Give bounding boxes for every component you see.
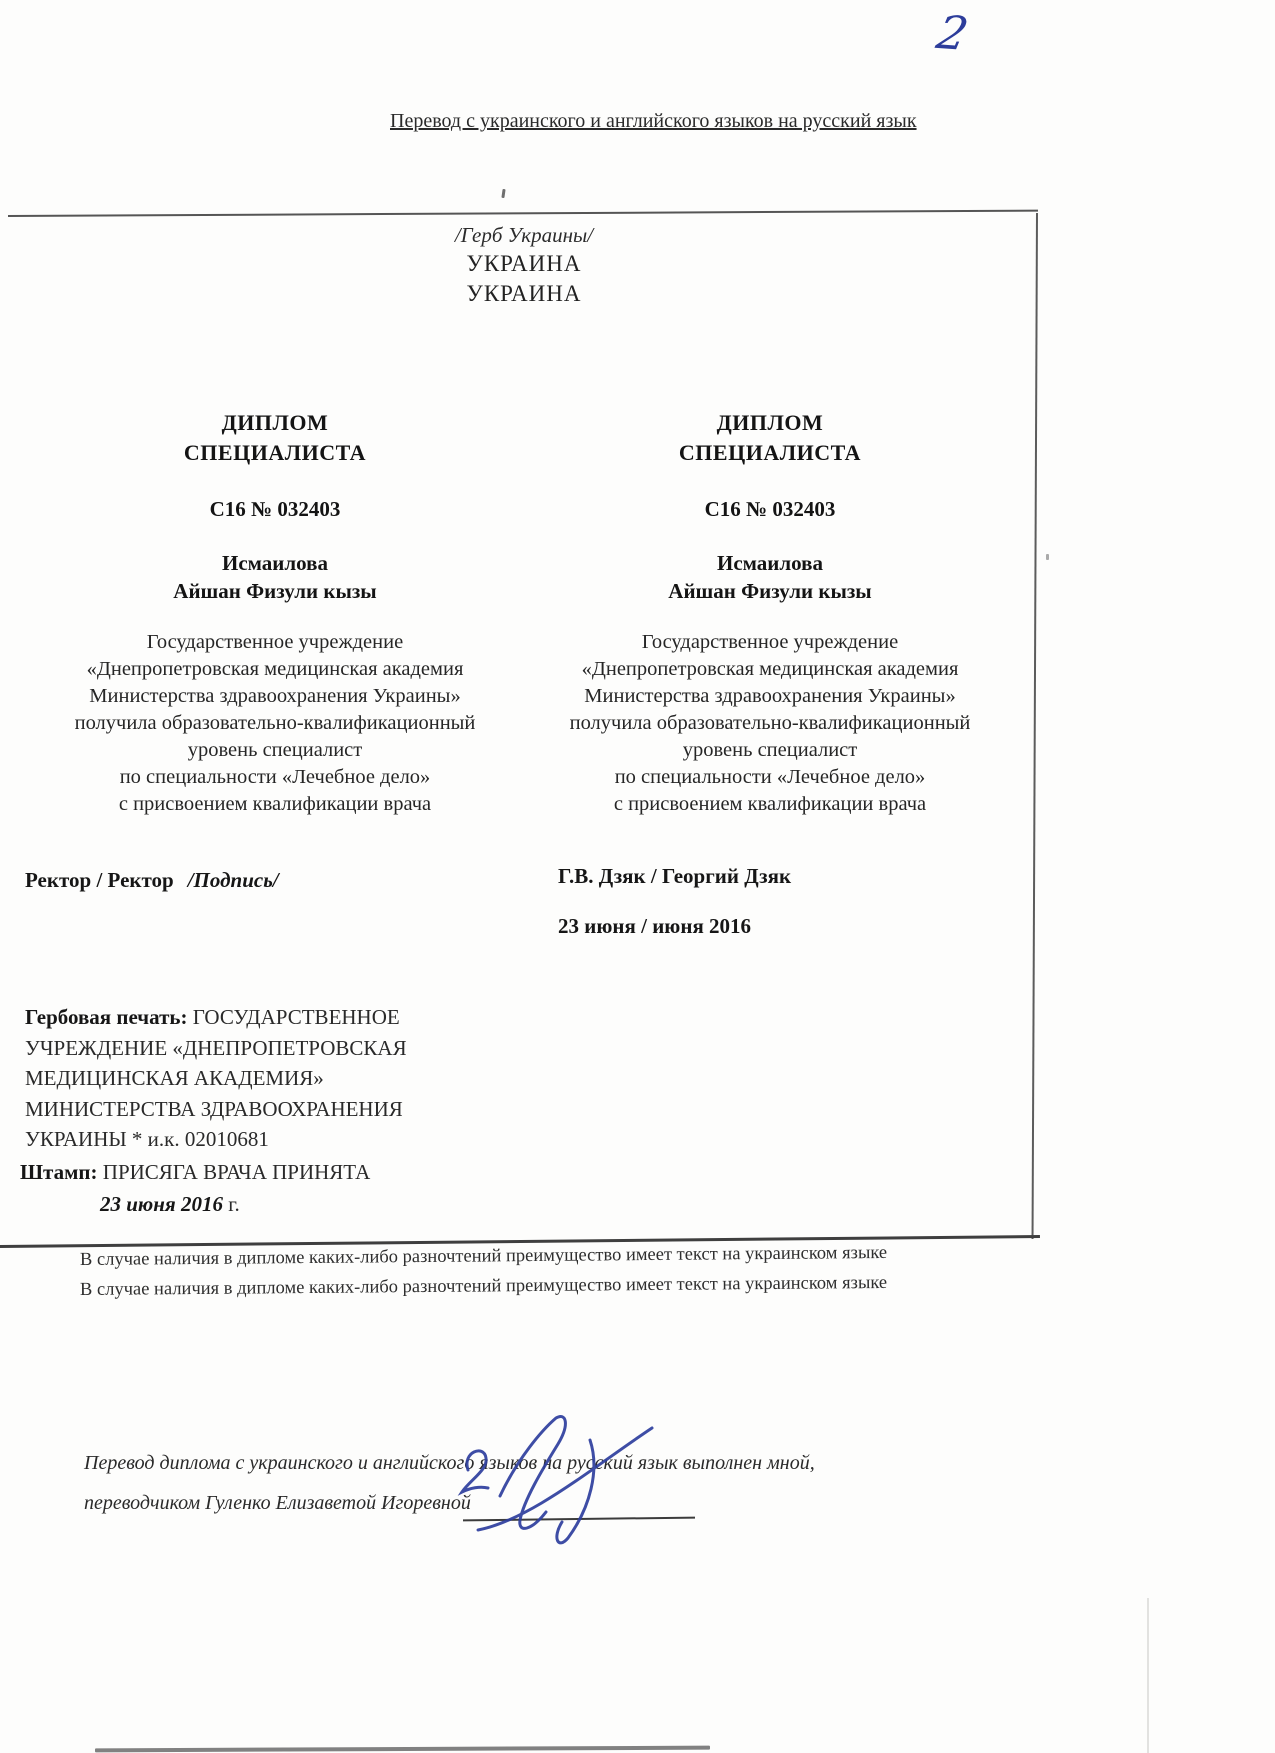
body-line: «Днепропетровская медицинская академия: [581, 658, 959, 680]
diploma-body-text: [30, 629, 520, 818]
body-line: получила образовательно-квалификационный: [569, 712, 971, 734]
coat-of-arms-note: /Герб Украины/: [454, 223, 594, 247]
body-line: Государственное учреждение: [641, 631, 899, 653]
holder-surname: Исмаилова: [221, 551, 328, 575]
translator-handwritten-signature: [440, 1408, 690, 1548]
stamp-date-suffix: г.: [228, 1192, 240, 1216]
rector-role-label: Ректор / Ректор: [25, 868, 174, 892]
diploma-frame-top-line: [8, 210, 1038, 217]
body-line: по специальности «Лечебное дело»: [119, 766, 431, 788]
translator-name-line: переводчиком Гуленко Елизаветой Игоревной: [84, 1492, 471, 1514]
translation-header: Перевод с украинского и английского языков на русский язык: [390, 110, 917, 132]
diploma-serial-number: С16 № 032403: [704, 497, 836, 521]
oath-stamp-row: [20, 1160, 370, 1185]
translator-statement-line: Перевод диплома с украинского и английского языков на русский язык выполнен мной,: [84, 1452, 815, 1474]
rector-signature-row: [25, 868, 279, 893]
holder-surname: Исмаилова: [716, 551, 823, 575]
scan-edge-artifact: [95, 1746, 710, 1753]
body-line: уровень специалист: [187, 739, 363, 761]
diploma-title-line: ДИПЛОМ: [716, 410, 824, 435]
stamp-text: ПРИСЯГА ВРАЧА ПРИНЯТА: [102, 1160, 371, 1184]
issue-date: 23 июня / июня 2016: [558, 914, 752, 938]
signature-placeholder-note: /Подпись/: [187, 868, 279, 892]
scan-edge-shadow: [1147, 1598, 1149, 1753]
diploma-heading-block: [10, 222, 1038, 309]
body-line: с присвоением квалификации врача: [613, 793, 927, 815]
body-line: «Днепропетровская медицинская академия: [86, 658, 464, 680]
body-line: Министерства здравоохранения Украины»: [584, 685, 956, 707]
rector-name: Г.В. Дзяк / Георгий Дзяк: [558, 864, 792, 888]
oath-stamp-date-row: [100, 1192, 240, 1217]
diploma-frame-right-line: [1032, 213, 1038, 1239]
country-line: УКРАИНА: [466, 281, 582, 306]
body-line: Государственное учреждение: [146, 631, 404, 653]
disclaimer-line: В случае наличия в дипломе каких-либо разночтений преимущество имеет текст на украинском языке: [79, 1272, 888, 1300]
scan-artifact: [501, 189, 505, 198]
body-line: получила образовательно-квалификационный: [74, 712, 476, 734]
diploma-title-line: СПЕЦИАЛИСТА: [183, 440, 367, 465]
scan-artifact: [1046, 554, 1049, 560]
holder-given-name: Айшан Физули кызы: [173, 579, 377, 603]
country-line: УКРАИНА: [466, 251, 582, 276]
body-line: по специальности «Лечебное дело»: [614, 766, 926, 788]
disclaimer-line: В случае наличия в дипломе каких-либо разночтений преимущество имеет текст на украинском языке: [79, 1242, 888, 1270]
diploma-body-text: [540, 629, 1000, 818]
official-seal-block: [25, 1002, 480, 1155]
body-line: с присвоением квалификации врача: [118, 793, 432, 815]
diploma-column-left: [30, 408, 520, 818]
diploma-column-right: [540, 408, 1000, 818]
stamp-label: Штамп:: [20, 1160, 98, 1184]
handwritten-page-number: 2: [932, 5, 973, 61]
stamp-date: 23 июня 2016: [100, 1192, 223, 1216]
body-line: уровень специалист: [682, 739, 858, 761]
body-line: Министерства здравоохранения Украины»: [89, 685, 461, 707]
seal-text: ГОСУДАРСТВЕННОЕ УЧРЕЖДЕНИЕ «ДНЕПРОПЕТРОВСКАЯ МЕДИЦИНСКАЯ АКАДЕМИЯ» МИНИСТЕРСТВА ЗДРАВООХРАНЕНИЯ УКРАИНЫ * и.к. 02010681: [25, 1005, 407, 1151]
diploma-serial-number: С16 № 032403: [209, 497, 341, 521]
diploma-title-line: ДИПЛОМ: [221, 410, 329, 435]
holder-given-name: Айшан Физули кызы: [668, 579, 872, 603]
diploma-title-line: СПЕЦИАЛИСТА: [678, 440, 862, 465]
seal-label: Гербовая печать:: [25, 1005, 188, 1029]
